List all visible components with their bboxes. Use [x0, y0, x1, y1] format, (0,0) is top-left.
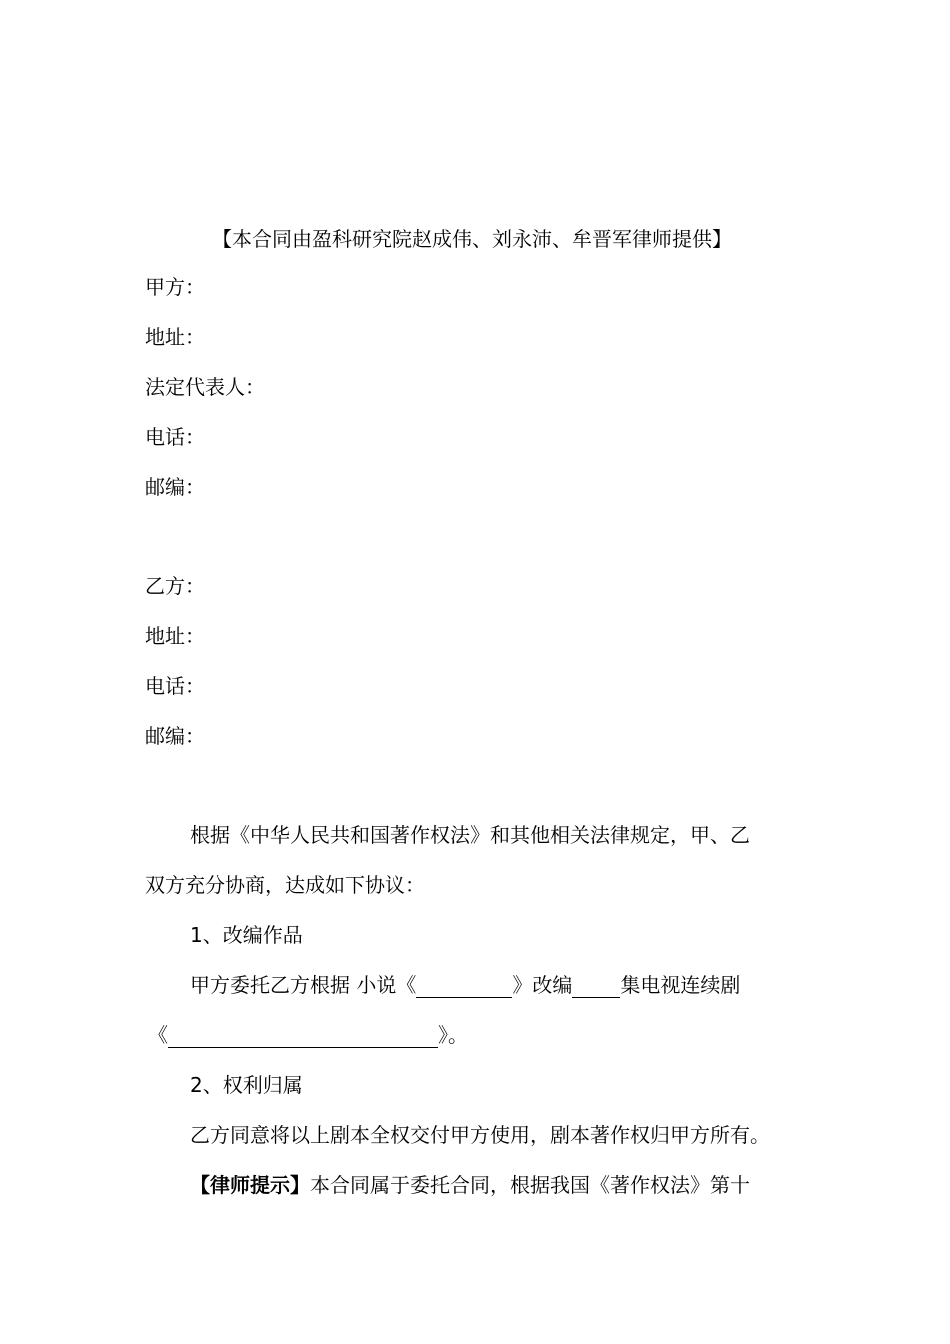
- section-1-text-line-1: [190, 972, 740, 998]
- party-b-label: 乙方：: [145, 574, 205, 598]
- section-1-text-d: 《: [148, 1023, 168, 1047]
- party-a-label: 甲方：: [145, 275, 205, 299]
- section-2-text: 乙方同意将以上剧本全权交付甲方使用，剧本著作权归甲方所有。: [190, 1123, 770, 1147]
- section-1-text-line-2: [148, 1022, 468, 1048]
- lawyer-tip-label: 【律师提示】: [190, 1173, 310, 1197]
- lawyer-tip-text: 本合同属于委托合同，根据我国《著作权法》第十: [310, 1173, 750, 1197]
- section-1-text-b: 》改编: [512, 973, 573, 997]
- header-note: 【本合同由盈科研究院赵成伟、刘永沛、牟晋军律师提供】: [212, 227, 732, 251]
- section-1-title: 1、改编作品: [190, 923, 303, 947]
- preamble-line-1: 根据《中华人民共和国著作权法》和其他相关法律规定，甲、乙: [190, 823, 750, 847]
- party-b-phone: 电话：: [145, 674, 205, 698]
- party-a-legal-rep: 法定代表人：: [145, 375, 265, 399]
- party-b-address: 地址：: [145, 624, 205, 648]
- lawyer-tip: [190, 1172, 750, 1198]
- section-2-title: 2、权利归属: [190, 1073, 303, 1097]
- party-a-postcode: 邮编：: [145, 475, 205, 499]
- section-1-text-c: 集电视连续剧: [620, 973, 741, 997]
- party-b-postcode: 邮编：: [145, 724, 205, 748]
- section-1-text-a: 甲方委托乙方根据 小说《: [190, 973, 417, 997]
- section-1-text-e: 》。: [438, 1023, 468, 1047]
- series-title-blank[interactable]: [168, 1025, 438, 1048]
- preamble-line-2: 双方充分协商，达成如下协议：: [145, 873, 425, 897]
- novel-title-blank[interactable]: [416, 975, 512, 998]
- party-a-address: 地址：: [145, 325, 205, 349]
- party-a-phone: 电话：: [145, 425, 205, 449]
- episode-count-blank[interactable]: [572, 975, 620, 998]
